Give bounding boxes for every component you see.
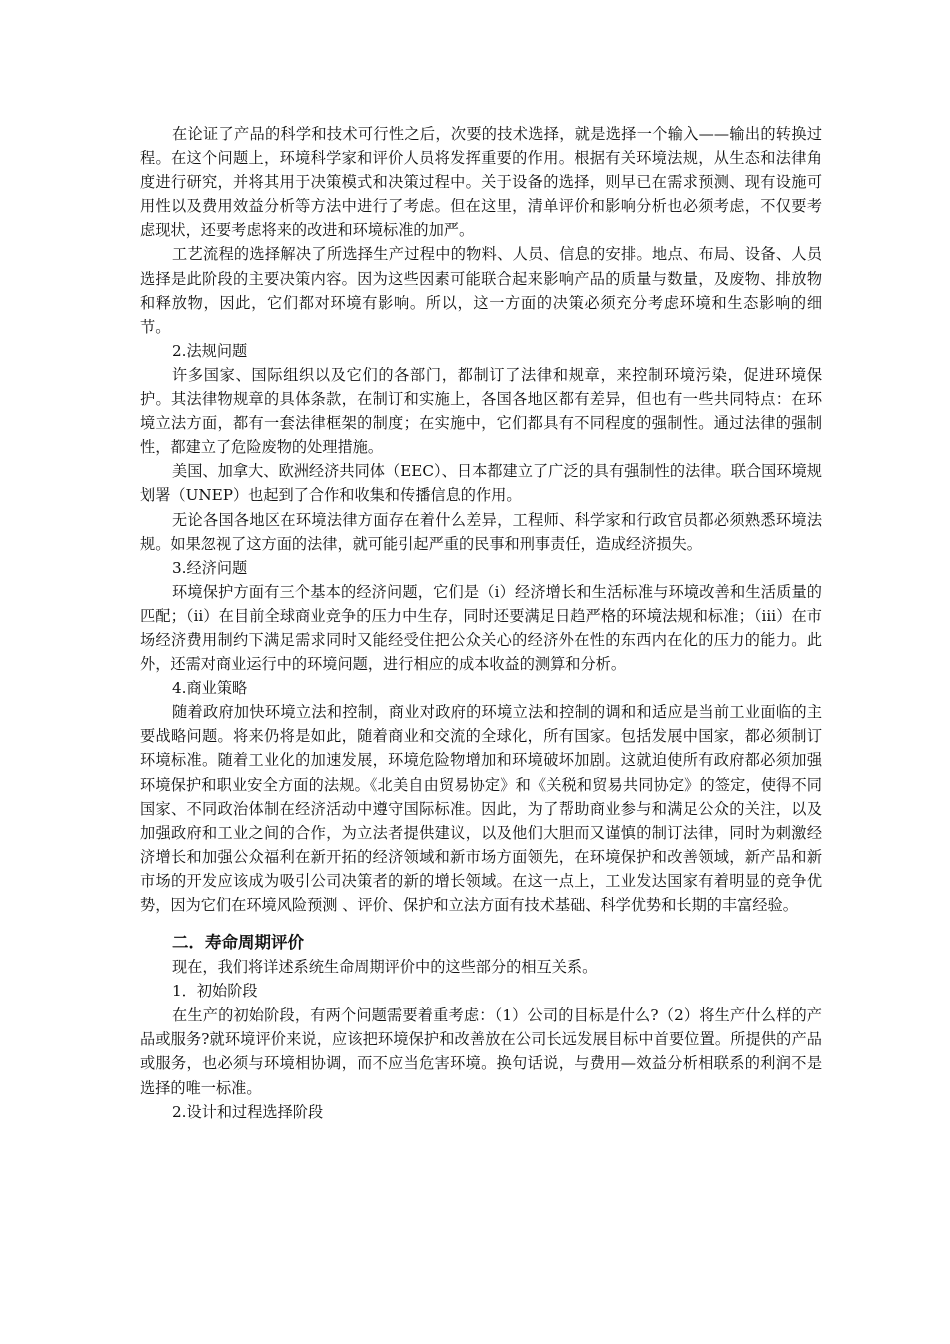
section-title-lifecycle: 二．寿命周期评价	[172, 933, 304, 953]
subheading-initial-stage: 1．初始阶段	[172, 982, 258, 1001]
paragraph-law-countries: 美国、加拿大、欧洲经济共同体（EEC）、日本都建立了广泛的具有强制性的法律。联合国环境规划署（UNEP）也起到了合作和收集和传播信息的作用。	[140, 462, 822, 505]
subheading-business-strategy: 4.商业策略	[172, 679, 248, 698]
paragraph-process-flow: 工艺流程的选择解决了所选择生产过程中的物料、人员、信息的安排。地点、布局、设备、人员选择是此阶段的主要决策内容。因为这些因素可能联合起来影响产品的质量与数量，及废物、排放物和释放物，因此，它们都对环境有影响。所以，这一方面的决策必须充分考虑环境和生态影响的细节。	[140, 245, 822, 336]
document-page	[140, 122, 822, 1124]
subheading-design-stage: 2.设计和过程选择阶段	[172, 1102, 324, 1121]
paragraph-economics: 环境保护方面有三个基本的经济问题，它们是（i）经济增长和生活标准与环境改善和生活质量的匹配；（ii）在目前全球商业竞争的压力中生存，同时还要满足日趋严格的环境法规和标准；（iii）在市场经济费用制约下满足需求同时又能经受住把公众关心的经济外在性的东西内在化的压力的能力。此外，还需对商业运行中的环境问题，进行相应的成本收益的测算和分析。	[140, 582, 822, 674]
paragraph-initial-stage: 在生产的初始阶段，有两个问题需要着重考虑：（1）公司的目标是什么?（2）将生产什么样的产品或服务?就环境评价来说，应该把环境保护和改善放在公司长远发展目标中首要位置。所提供的产品或服务，也必须与环境相协调，而不应当危害环境。换句话说，与费用—效益分析相联系的利润不是选择的唯一标准。	[140, 1006, 822, 1097]
subheading-law: 2.法规问题	[172, 341, 248, 360]
paragraph-lifecycle-intro: 现在，我们将详述系统生命周期评价中的这些部分的相互关系。	[172, 958, 598, 977]
paragraph-business-strategy: 随着政府加快环境立法和控制，商业对政府的环境立法和控制的调和和适应是当前工业面临的主要战略问题。将来仍将是如此，随着商业和交流的全球化，所有国家。包括发展中国家，都必须制订环境标准。随着工业化的加速发展，环境危险物增加和环境破坏加剧。这就迫使所有政府都必须加强环境保护和职业安全方面的法规。《北美自由贸易协定》和《关税和贸易共同协定》的签定，使得不同国家、不同政治体制在经济活动中遵守国际标准。因此，为了帮助商业参与和满足公众的关注，以及加强政府和工业之间的合作，为立法者提供建议，以及他们大胆而又谨慎的制订法律，同时为刺激经济增长和加强公众福利在新开拓的经济领域和新市场方面领先，在环境保护和改善领域，新产品和新市场的开发应该成为吸引公司决策者的新的增长领域。在这一点上，工业发达国家有着明显的竞争优势，因为它们在环境风险预测 、评价、保护和立法方面有技术基础、科学优势和长期的丰富经验。	[140, 703, 822, 914]
paragraph-law-overview: 许多国家、国际组织以及它们的各部门，都制订了法律和规章，来控制环境污染，促进环境保护。其法律物规章的具体条款，在制订和实施上，各国各地区都有差异，但也有一些共同特点：在环境立法方面，都有一套法律框架的制度；在实施中，它们都具有不同程度的强制性。通过法律的强制性，都建立了危险废物的处理措施。	[140, 365, 822, 457]
subheading-economics: 3.经济问题	[172, 558, 248, 577]
paragraph-law-responsibility: 无论各国各地区在环境法律方面存在着什么差异，工程师、科学家和行政官员都必须熟悉环境法规。如果忽视了这方面的法律，就可能引起严重的民事和刑事责任，造成经济损失。	[140, 510, 822, 553]
paragraph-process-selection: 在论证了产品的科学和技术可行性之后，次要的技术选择，就是选择一个输入——输出的转换过程。在这个问题上，环境科学家和评价人员将发挥重要的作用。根据有关环境法规，从生态和法律角度进行研究，并将其用于决策模式和决策过程中。关于设备的选择，则早已在需求预测、现有设施可用性以及费用效益分析等方法中进行了考虑。但在这里，清单评价和影响分析也必须考虑，不仅要考虑现状，还要考虑将来的改进和环境标准的加严。	[140, 125, 822, 240]
